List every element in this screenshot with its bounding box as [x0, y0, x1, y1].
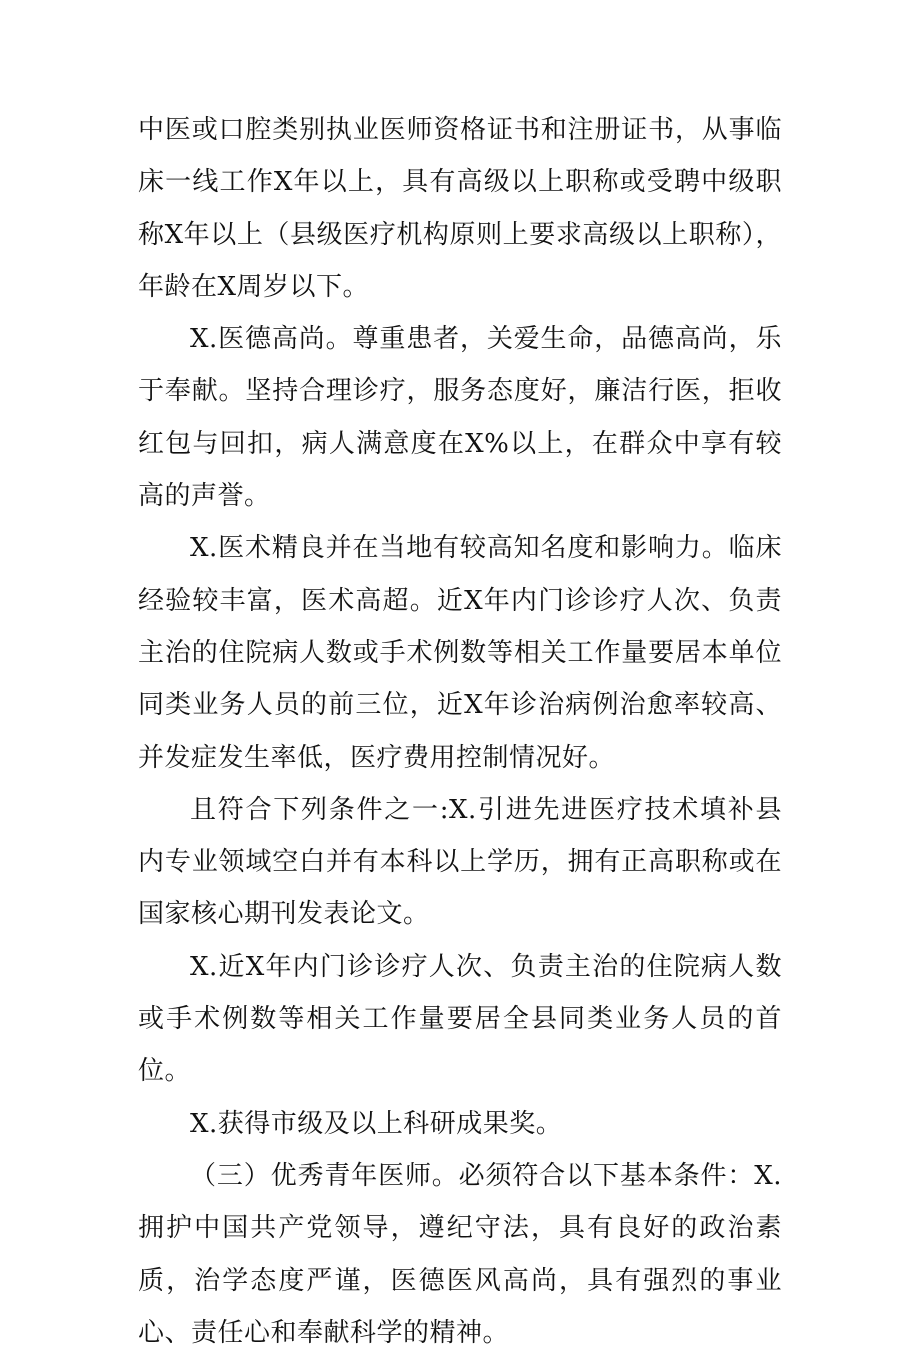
paragraph-medical-ethics: X.医德高尚。尊重患者，关爱生命，品德高尚，乐于奉献。坚持合理诊疗，服务态度好，廉洁行医，拒收红包与回扣，病人满意度在X%以上，在群众中享有较高的声誉。 — [138, 324, 782, 512]
document-body — [138, 104, 782, 1359]
paragraph-medical-skill: X.医术精良并在当地有较高知名度和影响力。临床经验较丰富，医术高超。近X年内门诊诊疗人次、负责主治的住院病人数或手术例数等相关工作量要居本单位同类业务人员的前三位，近X年诊治病例治愈率较高、并发症发生率低，医疗费用控制情况好。 — [138, 533, 782, 773]
paragraph-workload-condition: X.近X年内门诊诊疗人次、负责主治的住院病人数或手术例数等相关工作量要居全县同类业务人员的首位。 — [138, 951, 782, 1087]
paragraph-qualification-continued: 中医或口腔类别执业医师资格证书和注册证书，从事临床一线工作X年以上，具有高级以上职称或受聘中级职称X年以上（县级医疗机构原则上要求高级以上职称），年龄在X周岁以下。 — [138, 115, 782, 302]
paragraph-additional-conditions: 且符合下列条件之一:X.引进先进医疗技术填补县内专业领域空白并有本科以上学历，拥有正高职称或在国家核心期刊发表论文。 — [138, 794, 782, 930]
paragraph-research-award: X.获得市级及以上科研成果奖。 — [190, 1108, 563, 1139]
paragraph-young-physician: （三）优秀青年医师。必须符合以下基本条件：X.拥护中国共产党领导，遵纪守法，具有良好的政治素质，治学态度严谨，医德医风高尚，具有强烈的事业心、责任心和奉献科学的精神。 — [138, 1160, 782, 1348]
